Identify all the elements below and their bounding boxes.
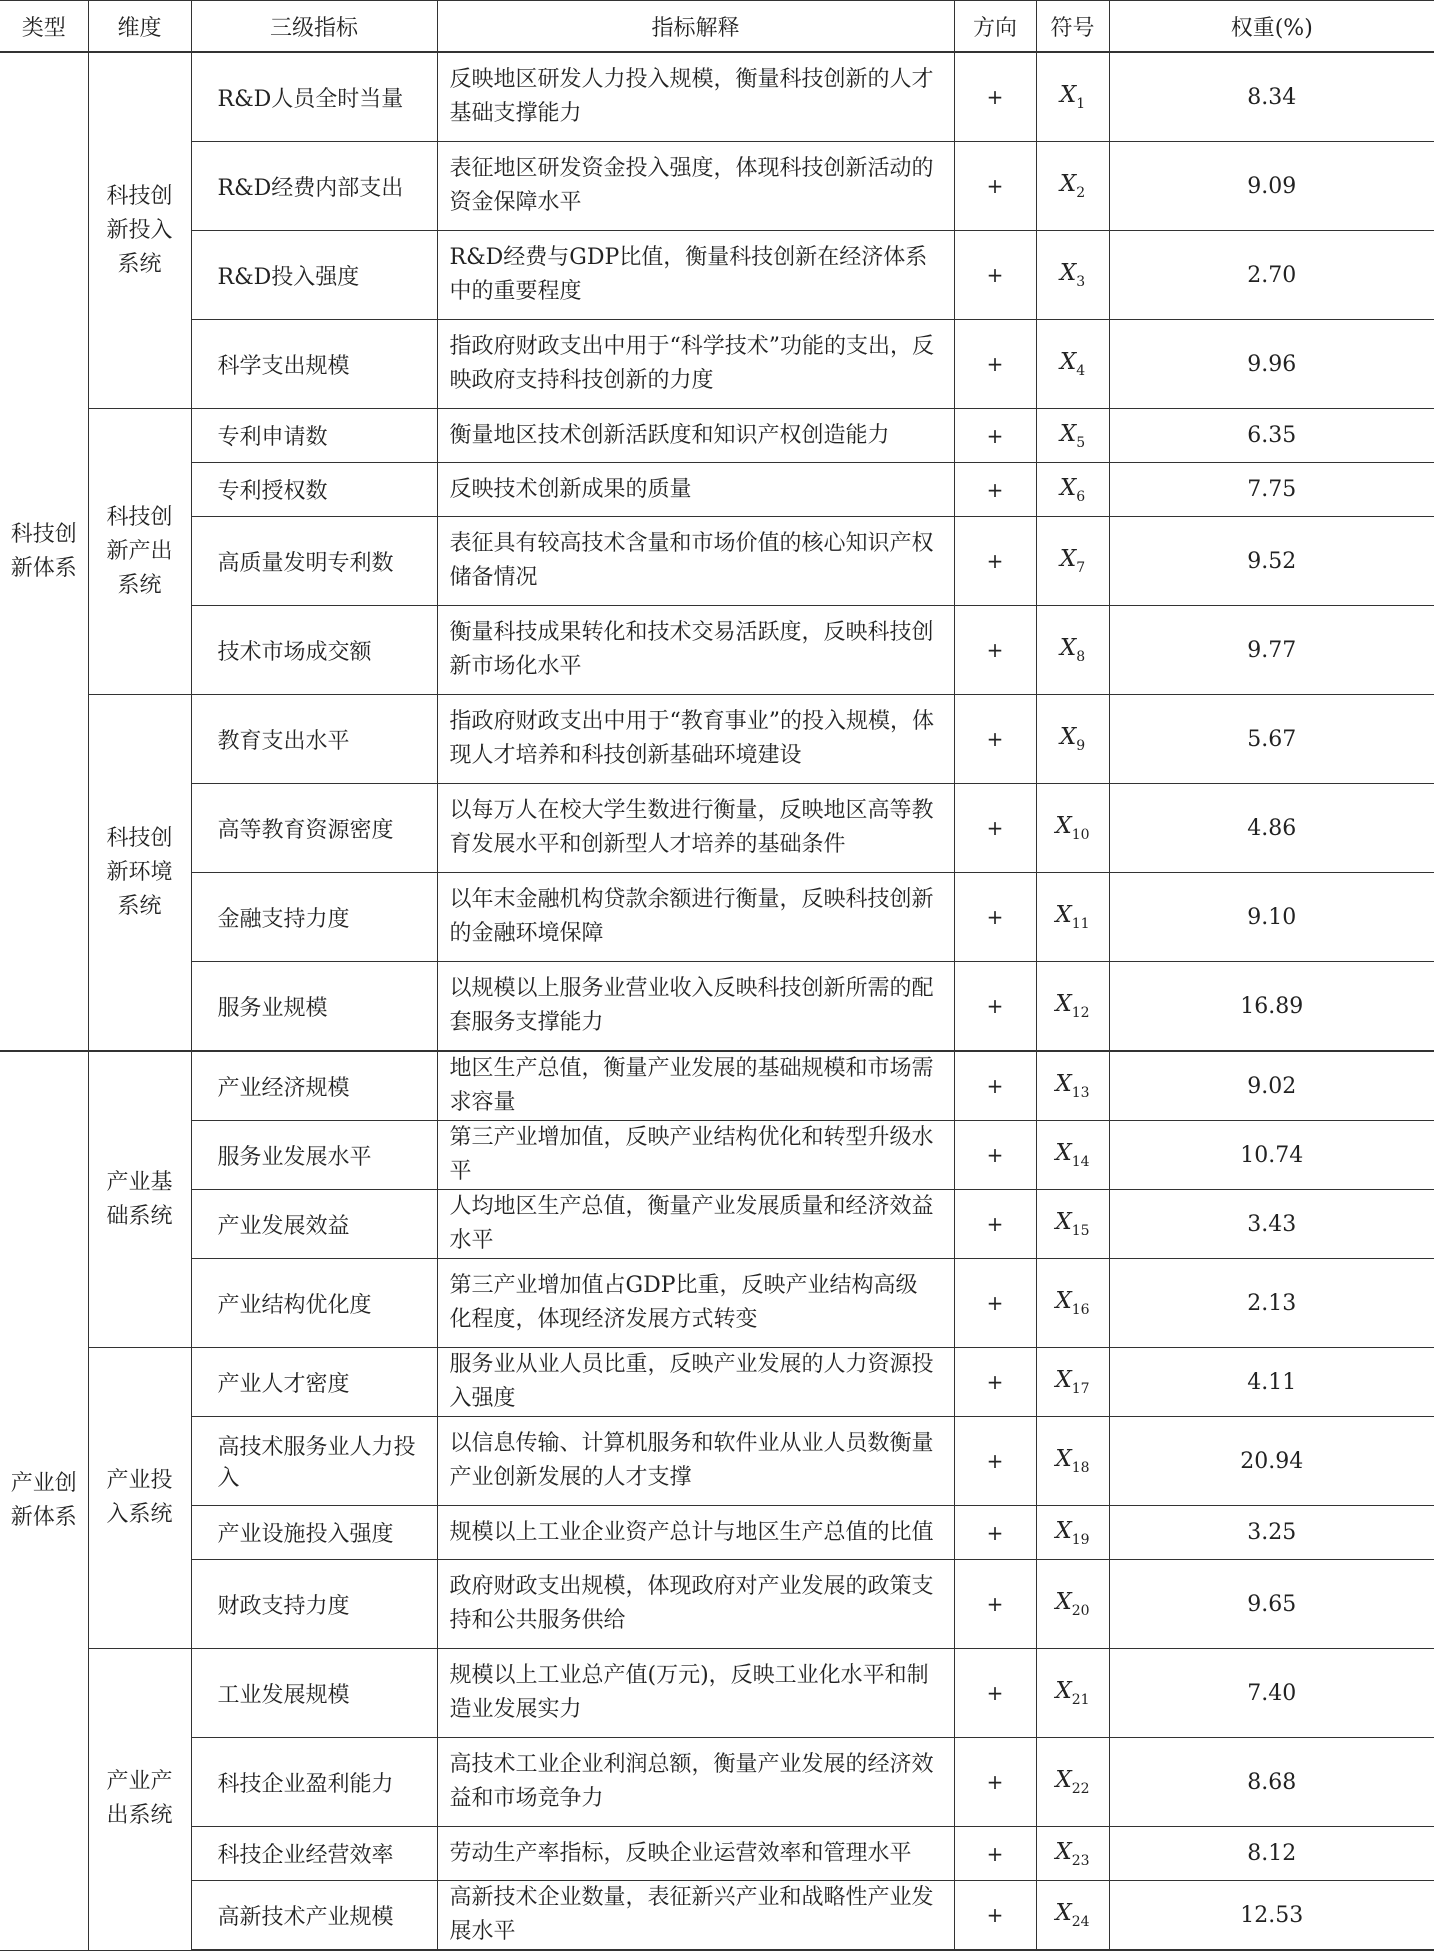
explanation-cell: 以信息传输、计算机服务和软件业从业人员数衡量产业创新发展的人才支撑 xyxy=(437,1417,954,1506)
direction-cell: + xyxy=(954,463,1036,517)
table-row xyxy=(0,1051,1434,1121)
explanation-cell: 表征具有较高技术含量和市场价值的核心知识产权储备情况 xyxy=(437,517,954,606)
symbol-cell: $X_{20}$ xyxy=(1036,1560,1109,1649)
weight-cell: 20.94 xyxy=(1109,1417,1434,1506)
header-explanation: 指标解释 xyxy=(437,1,954,53)
table-row xyxy=(0,142,1434,231)
dimension-cell: 产业产出系统 xyxy=(88,1649,191,1951)
weight-cell: 16.89 xyxy=(1109,962,1434,1052)
explanation-cell: 服务业从业人员比重，反映产业发展的人力资源投入强度 xyxy=(437,1348,954,1417)
direction-cell: + xyxy=(954,1190,1036,1259)
indicator-cell: 服务业规模 xyxy=(191,962,437,1052)
indicator-cell: 工业发展规模 xyxy=(191,1649,437,1738)
weight-cell: 4.86 xyxy=(1109,784,1434,873)
explanation-cell: 反映技术创新成果的质量 xyxy=(437,463,954,517)
header-type: 类型 xyxy=(0,1,88,53)
table-row xyxy=(0,784,1434,873)
symbol-cell: $X_8$ xyxy=(1036,606,1109,695)
indicator-cell: 专利授权数 xyxy=(191,463,437,517)
explanation-cell: 规模以上工业总产值(万元)，反映工业化水平和制造业发展实力 xyxy=(437,1649,954,1738)
header-weight: 权重(%) xyxy=(1109,1,1434,53)
symbol-cell: $X_{14}$ xyxy=(1036,1121,1109,1190)
direction-cell: + xyxy=(954,873,1036,962)
direction-cell: + xyxy=(954,1348,1036,1417)
symbol-cell: $X_{22}$ xyxy=(1036,1738,1109,1827)
weight-cell: 2.70 xyxy=(1109,231,1434,320)
indicator-cell: 技术市场成交额 xyxy=(191,606,437,695)
indicator-cell: 高技术服务业人力投入 xyxy=(191,1417,437,1506)
direction-cell: + xyxy=(954,1417,1036,1506)
weight-cell: 9.09 xyxy=(1109,142,1434,231)
weight-cell: 8.68 xyxy=(1109,1738,1434,1827)
explanation-cell: 高新技术企业数量，表征新兴产业和战略性产业发展水平 xyxy=(437,1881,954,1951)
indicator-cell: 教育支出水平 xyxy=(191,695,437,784)
weight-cell: 4.11 xyxy=(1109,1348,1434,1417)
weight-cell: 10.74 xyxy=(1109,1121,1434,1190)
weight-cell: 2.13 xyxy=(1109,1259,1434,1348)
direction-cell: + xyxy=(954,962,1036,1052)
indicator-cell: 科技企业盈利能力 xyxy=(191,1738,437,1827)
indicator-cell: R&D投入强度 xyxy=(191,231,437,320)
explanation-cell: 指政府财政支出中用于“教育事业”的投入规模，体现人才培养和科技创新基础环境建设 xyxy=(437,695,954,784)
indicator-cell: R&D人员全时当量 xyxy=(191,52,437,142)
table-row xyxy=(0,1649,1434,1738)
weight-cell: 9.52 xyxy=(1109,517,1434,606)
symbol-cell: $X_1$ xyxy=(1036,52,1109,142)
direction-cell: + xyxy=(954,1560,1036,1649)
table-row xyxy=(0,52,1434,142)
weight-cell: 8.34 xyxy=(1109,52,1434,142)
dimension-cell: 科技创新环境系统 xyxy=(88,695,191,1052)
explanation-cell: 劳动生产率指标，反映企业运营效率和管理水平 xyxy=(437,1827,954,1881)
direction-cell: + xyxy=(954,1827,1036,1881)
direction-cell: + xyxy=(954,1738,1036,1827)
explanation-cell: R&D经费与GDP比值，衡量科技创新在经济体系中的重要程度 xyxy=(437,231,954,320)
symbol-cell: $X_{15}$ xyxy=(1036,1190,1109,1259)
weight-cell: 7.75 xyxy=(1109,463,1434,517)
explanation-cell: 高技术工业企业利润总额，衡量产业发展的经济效益和市场竞争力 xyxy=(437,1738,954,1827)
explanation-cell: 衡量科技成果转化和技术交易活跃度，反映科技创新市场化水平 xyxy=(437,606,954,695)
indicator-cell: 产业设施投入强度 xyxy=(191,1506,437,1560)
table-row xyxy=(0,1121,1434,1190)
weight-cell: 6.35 xyxy=(1109,409,1434,463)
indicator-cell: 产业经济规模 xyxy=(191,1051,437,1121)
weight-cell: 9.96 xyxy=(1109,320,1434,409)
table-row xyxy=(0,1738,1434,1827)
explanation-cell: 表征地区研发资金投入强度，体现科技创新活动的资金保障水平 xyxy=(437,142,954,231)
weight-cell: 9.02 xyxy=(1109,1051,1434,1121)
indicator-cell: 科学支出规模 xyxy=(191,320,437,409)
direction-cell: + xyxy=(954,517,1036,606)
weight-cell: 7.40 xyxy=(1109,1649,1434,1738)
explanation-cell: 衡量地区技术创新活跃度和知识产权创造能力 xyxy=(437,409,954,463)
type-cell: 产业创新体系 xyxy=(0,1051,88,1950)
symbol-cell: $X_2$ xyxy=(1036,142,1109,231)
symbol-cell: $X_7$ xyxy=(1036,517,1109,606)
table-row xyxy=(0,231,1434,320)
direction-cell: + xyxy=(954,1506,1036,1560)
header-row xyxy=(0,1,1434,53)
explanation-cell: 指政府财政支出中用于“科学技术”功能的支出，反映政府支持科技创新的力度 xyxy=(437,320,954,409)
weight-cell: 8.12 xyxy=(1109,1827,1434,1881)
direction-cell: + xyxy=(954,142,1036,231)
table-row xyxy=(0,1348,1434,1417)
table-row xyxy=(0,962,1434,1052)
header-symbol: 符号 xyxy=(1036,1,1109,53)
symbol-cell: $X_3$ xyxy=(1036,231,1109,320)
symbol-cell: $X_4$ xyxy=(1036,320,1109,409)
dimension-cell: 科技创新投入系统 xyxy=(88,52,191,409)
table-row xyxy=(0,320,1434,409)
explanation-cell: 规模以上工业企业资产总计与地区生产总值的比值 xyxy=(437,1506,954,1560)
symbol-cell: $X_{10}$ xyxy=(1036,784,1109,873)
table-row xyxy=(0,1827,1434,1881)
type-cell: 科技创新体系 xyxy=(0,52,88,1051)
symbol-cell: $X_{24}$ xyxy=(1036,1881,1109,1951)
direction-cell: + xyxy=(954,1881,1036,1951)
weight-cell: 3.43 xyxy=(1109,1190,1434,1259)
direction-cell: + xyxy=(954,1121,1036,1190)
dimension-cell: 产业投入系统 xyxy=(88,1348,191,1649)
explanation-cell: 以规模以上服务业营业收入反映科技创新所需的配套服务支撑能力 xyxy=(437,962,954,1052)
direction-cell: + xyxy=(954,409,1036,463)
weight-cell: 5.67 xyxy=(1109,695,1434,784)
symbol-cell: $X_5$ xyxy=(1036,409,1109,463)
explanation-cell: 第三产业增加值，反映产业结构优化和转型升级水平 xyxy=(437,1121,954,1190)
table-row xyxy=(0,1560,1434,1649)
indicator-cell: 高新技术产业规模 xyxy=(191,1881,437,1951)
direction-cell: + xyxy=(954,320,1036,409)
direction-cell: + xyxy=(954,1259,1036,1348)
table-row xyxy=(0,606,1434,695)
table-row xyxy=(0,695,1434,784)
weight-cell: 9.65 xyxy=(1109,1560,1434,1649)
header-dimension: 维度 xyxy=(88,1,191,53)
indicator-cell: 高质量发明专利数 xyxy=(191,517,437,606)
table-row xyxy=(0,1881,1434,1951)
symbol-cell: $X_{21}$ xyxy=(1036,1649,1109,1738)
symbol-cell: $X_{16}$ xyxy=(1036,1259,1109,1348)
weight-cell: 9.10 xyxy=(1109,873,1434,962)
symbol-cell: $X_{18}$ xyxy=(1036,1417,1109,1506)
table-row xyxy=(0,1190,1434,1259)
indicator-cell: 金融支持力度 xyxy=(191,873,437,962)
indicator-cell: 产业人才密度 xyxy=(191,1348,437,1417)
table-row xyxy=(0,873,1434,962)
explanation-cell: 以每万人在校大学生数进行衡量，反映地区高等教育发展水平和创新型人才培养的基础条件 xyxy=(437,784,954,873)
symbol-cell: $X_{12}$ xyxy=(1036,962,1109,1052)
weight-cell: 3.25 xyxy=(1109,1506,1434,1560)
indicator-cell: 科技企业经营效率 xyxy=(191,1827,437,1881)
indicator-cell: R&D经费内部支出 xyxy=(191,142,437,231)
table-row xyxy=(0,463,1434,517)
weight-cell: 12.53 xyxy=(1109,1881,1434,1951)
dimension-cell: 科技创新产出系统 xyxy=(88,409,191,695)
table-row xyxy=(0,1506,1434,1560)
dimension-cell: 产业基础系统 xyxy=(88,1051,191,1348)
indicator-cell: 高等教育资源密度 xyxy=(191,784,437,873)
table-row xyxy=(0,1417,1434,1506)
weight-cell: 9.77 xyxy=(1109,606,1434,695)
explanation-cell: 地区生产总值，衡量产业发展的基础规模和市场需求容量 xyxy=(437,1051,954,1121)
indicator-cell: 专利申请数 xyxy=(191,409,437,463)
symbol-cell: $X_{19}$ xyxy=(1036,1506,1109,1560)
symbol-cell: $X_9$ xyxy=(1036,695,1109,784)
direction-cell: + xyxy=(954,784,1036,873)
explanation-cell: 政府财政支出规模，体现政府对产业发展的政策支持和公共服务供给 xyxy=(437,1560,954,1649)
header-indicator: 三级指标 xyxy=(191,1,437,53)
indicator-cell: 财政支持力度 xyxy=(191,1560,437,1649)
table-row xyxy=(0,409,1434,463)
direction-cell: + xyxy=(954,52,1036,142)
symbol-cell: $X_{11}$ xyxy=(1036,873,1109,962)
explanation-cell: 反映地区研发人力投入规模，衡量科技创新的人才基础支撑能力 xyxy=(437,52,954,142)
symbol-cell: $X_{23}$ xyxy=(1036,1827,1109,1881)
table-row xyxy=(0,517,1434,606)
indicator-cell: 服务业发展水平 xyxy=(191,1121,437,1190)
direction-cell: + xyxy=(954,695,1036,784)
symbol-cell: $X_{13}$ xyxy=(1036,1051,1109,1121)
table-row xyxy=(0,1259,1434,1348)
direction-cell: + xyxy=(954,1649,1036,1738)
explanation-cell: 第三产业增加值占GDP比重，反映产业结构高级化程度，体现经济发展方式转变 xyxy=(437,1259,954,1348)
direction-cell: + xyxy=(954,606,1036,695)
symbol-cell: $X_{17}$ xyxy=(1036,1348,1109,1417)
indicator-cell: 产业发展效益 xyxy=(191,1190,437,1259)
header-direction: 方向 xyxy=(954,1,1036,53)
direction-cell: + xyxy=(954,1051,1036,1121)
explanation-cell: 人均地区生产总值，衡量产业发展质量和经济效益水平 xyxy=(437,1190,954,1259)
symbol-cell: $X_6$ xyxy=(1036,463,1109,517)
explanation-cell: 以年末金融机构贷款余额进行衡量，反映科技创新的金融环境保障 xyxy=(437,873,954,962)
direction-cell: + xyxy=(954,231,1036,320)
indicator-cell: 产业结构优化度 xyxy=(191,1259,437,1348)
